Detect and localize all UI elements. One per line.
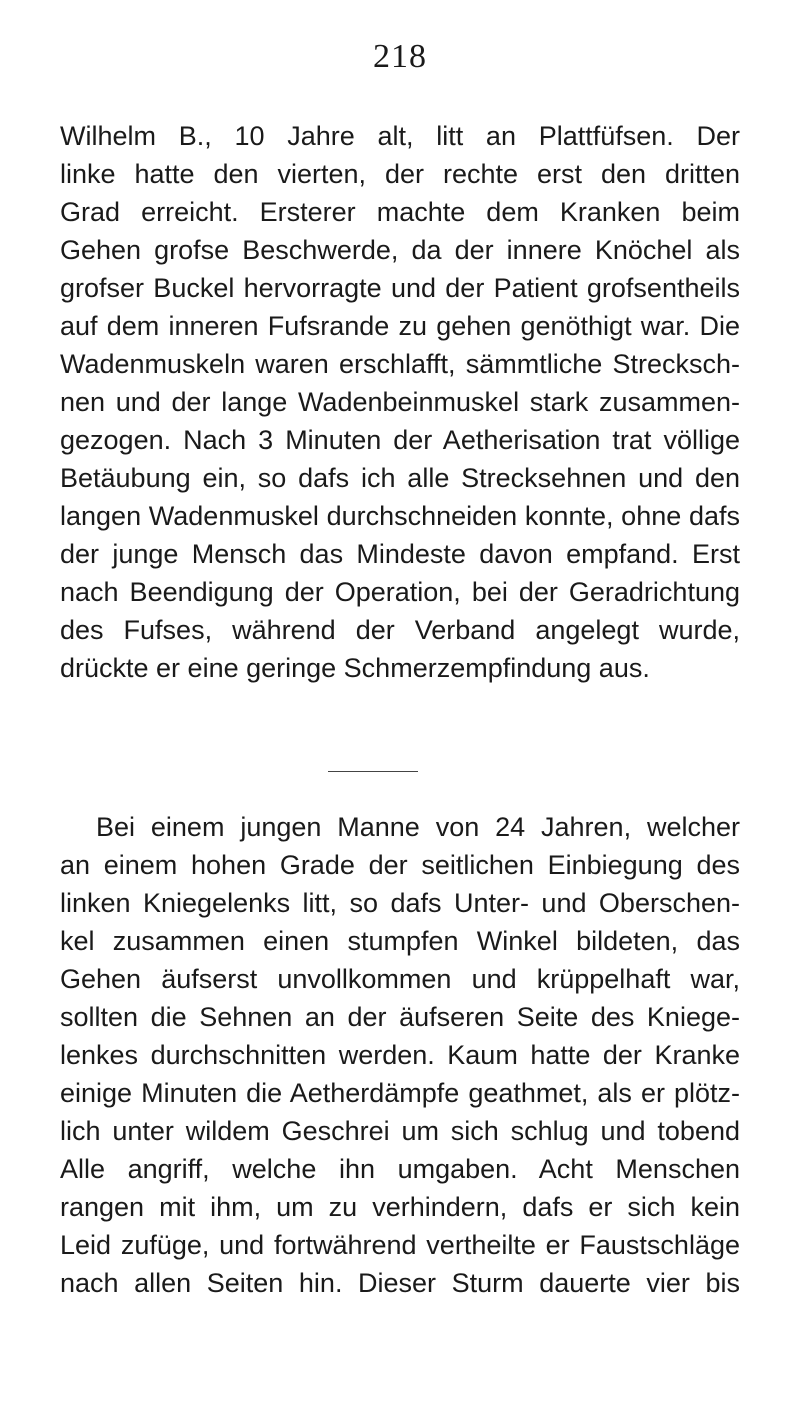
text-line: Betäubung ein, so dafs ich alle Strecksehnen und den (60, 463, 740, 493)
text-line: an einem hohen Grade der seitlichen Einbiegung des (60, 850, 740, 880)
text-line: drückte er eine geringe Schmerzempfindung aus. (60, 653, 650, 683)
text-line: Gehen äufserst unvollkommen und krüppelhaft war, (60, 964, 740, 994)
text-line: langen Wadenmuskel durchschneiden konnte, ohne dafs (60, 501, 740, 531)
text-line: linke hatte den vierten, der rechte erst den dritten (60, 159, 740, 189)
text-line: Wadenmuskeln waren erschlafft, sämmtliche Strecksch- (60, 349, 740, 379)
text-line: der junge Mensch das Mindeste davon empfand. Erst (60, 539, 740, 569)
text-line: lenkes durchschnitten werden. Kaum hatte der Kranke (60, 1040, 740, 1070)
text-line: Wilhelm B., 10 Jahre alt, litt an Plattfüfsen. Der (60, 121, 740, 151)
section-separator-rule (328, 771, 418, 772)
text-line: grofser Buckel hervorragte und der Patient grofsentheils (60, 273, 740, 303)
text-line: kel zusammen einen stumpfen Winkel bildeten, das (60, 926, 740, 956)
text-line: sollten die Sehnen an der äufseren Seite des Kniege- (60, 1002, 740, 1032)
text-line: lich unter wildem Geschrei um sich schlug und tobend (60, 1116, 740, 1146)
text-line: linken Kniegelenks litt, so dafs Unter- und Oberschen- (60, 888, 740, 918)
text-line: einige Minuten die Aetherdämpfe geathmet, als er plötz- (60, 1078, 740, 1108)
text-line: Leid zufüge, und fortwährend vertheilte er Faustschläge (60, 1230, 740, 1260)
text-line: nach Beendigung der Operation, bei der Geradrichtung (60, 577, 740, 607)
page-number: 218 (373, 38, 427, 75)
text-line: Gehen grofse Beschwerde, da der innere Knöchel als (60, 235, 740, 265)
text-line: Grad erreicht. Ersterer machte dem Kranken beim (60, 197, 740, 227)
text-line: des Fufses, während der Verband angelegt wurde, (60, 615, 740, 645)
text-line: auf dem inneren Fufsrande zu gehen genöthigt war. Die (60, 311, 740, 341)
text-line: Alle angriff, welche ihn umgaben. Acht Menschen (60, 1154, 740, 1184)
text-line: rangen mit ihm, um zu verhindern, dafs er sich kein (60, 1192, 740, 1222)
paragraph-2 (60, 808, 740, 1302)
paragraph-1 (60, 117, 740, 687)
text-line: gezogen. Nach 3 Minuten der Aetherisation trat völlige (60, 425, 740, 455)
text-line: Bei einem jungen Manne von 24 Jahren, welcher (96, 812, 740, 842)
text-line: nach allen Seiten hin. Dieser Sturm dauerte vier bis (60, 1268, 740, 1298)
text-line: nen und der lange Wadenbeinmuskel stark zusammen- (60, 387, 740, 417)
